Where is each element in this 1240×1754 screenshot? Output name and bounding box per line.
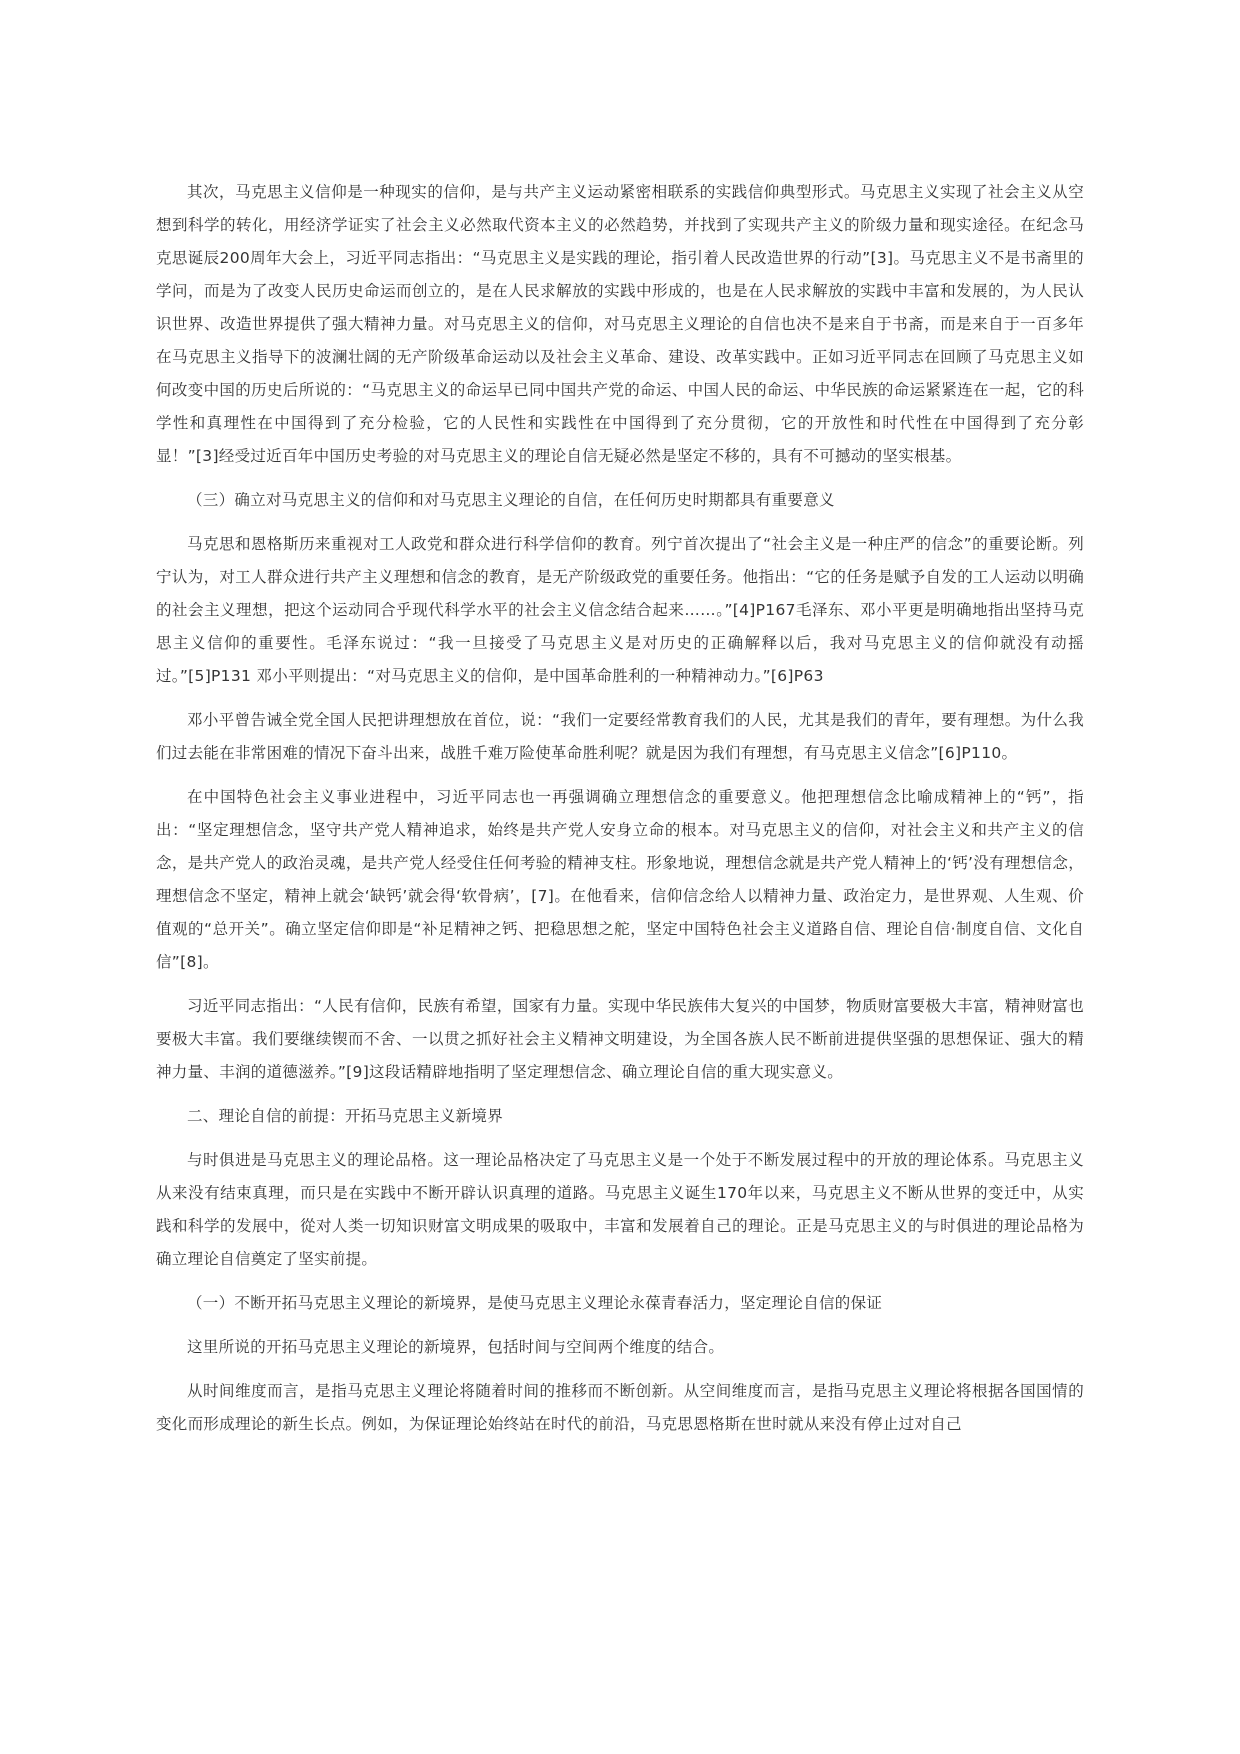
paragraph-practical-faith: 其次，马克思主义信仰是一种现实的信仰，是与共产主义运动紧密相联系的实践信仰典型形式。马克思主义实现了社会主义从空想到科学的转化，用经济学证实了社会主义必然取代资本主义的必然趋势，并找到了实现共产主义的阶级力量和现实途径。在纪念马克思诞辰200周年大会上，习近平同志指出：“马克思主义是实践的理论，指引着人民改造世界的行动”[3]。马克思主义不是书斋里的学问，而是为了改变人民历史命运而创立的，是在人民求解放的实践中形成的，也是在人民求解放的实践中丰富和发展的，为人民认识世界、改造世界提供了强大精神力量。对马克思主义的信仰，对马克思主义理论的自信也决不是来自于书斋，而是来自于一百多年在马克思主义指导下的波澜壮阔的无产阶级革命运动以及社会主义革命、建设、改革实践中。正如习近平同志在回顾了马克思主义如何改变中国的历史后所说的：“马克思主义的命运早已同中国共产党的命运、中国人民的命运、中华民族的命运紧紧连在一起，它的科学性和真理性在中国得到了充分检验，它的人民性和实践性在中国得到了充分贯彻，它的开放性和时代性在中国得到了充分彰显！”[3]经受过近百年中国历史考验的对马克思主义的理论自信无疑必然是坚定不移的，具有不可撼动的坚实根基。 [156,183,1084,465]
document-body [156,176,1084,1452]
paragraph-xi-belief: 习近平同志指出：“人民有信仰，民族有希望，国家有力量。实现中华民族伟大复兴的中国梦，物质财富要极大丰富，精神财富也要极大丰富。我们要继续锲而不舍、一以贯之抓好社会主义精神文明建设，为全国各族人民不断前进提供坚强的思想保证、强大的精神力量、丰润的道德滋养。”[9]这段话精辟地指明了坚定理想信念、确立理论自信的重大现实意义。 [156,997,1084,1081]
chapter-heading-two: 二、理论自信的前提：开拓马克思主义新境界 [187,1107,504,1125]
section-heading-one: （一）不断开拓马克思主义理论的新境界，是使马克思主义理论永葆青春活力，坚定理论自信的保证 [187,1294,883,1312]
section-heading-three: （三）确立对马克思主义的信仰和对马克思主义理论的自信，在任何历史时期都具有重要意义 [187,491,835,509]
paragraph-scientific-faith-education: 马克思和恩格斯历来重视对工人政党和群众进行科学信仰的教育。列宁首次提出了“社会主义是一种庄严的信念”的重要论断。列宁认为，对工人群众进行共产主义理想和信念的教育，是无产阶级政党的重要任务。他指出：“它的任务是赋予自发的工人运动以明确的社会主义理想，把这个运动同合乎现代科学水平的社会主义信念结合起来……。”[4]P167毛泽东、邓小平更是明确地指出坚持马克思主义信仰的重要性。毛泽东说过：“我一旦接受了马克思主义是对历史的正确解释以后，我对马克思主义的信仰就没有动摇过。”[5]P131 邓小平则提出：“对马克思主义的信仰，是中国革命胜利的一种精神动力。”[6]P63 [156,535,1084,685]
paragraph-time-space: 从时间维度而言，是指马克思主义理论将随着时间的推移而不断创新。从空间维度而言，是指马克思主义理论将根据各国国情的变化而形成理论的新生长点。例如，为保证理论始终站在时代的前沿，马克思恩格斯在世时就从来没有停止过对自己 [156,1382,1084,1433]
paragraph-two-dimensions: 这里所说的开拓马克思主义理论的新境界，包括时间与空间两个维度的结合。 [187,1338,725,1356]
paragraph-xi-calcium: 在中国特色社会主义事业进程中，习近平同志也一再强调确立理想信念的重要意义。他把理想信念比喻成精神上的“钙”，指出：“坚定理想信念，坚守共产党人精神追求，始终是共产党人安身立命的根本。对马克思主义的信仰，对社会主义和共产主义的信念，是共产党人的政治灵魂，是共产党人经受住任何考验的精神支柱。形象地说，理想信念就是共产党人精神上的‘钙’没有理想信念，理想信念不坚定，精神上就会‘缺钙’就会得‘软骨病’，[7]。在他看来，信仰信念给人以精神力量、政治定力，是世界观、人生观、价值观的“总开关”。确立坚定信仰即是“补足精神之钙、把稳思想之舵，坚定中国特色社会主义道路自信、理论自信·制度自信、文化自信”[8]。 [156,788,1084,971]
paragraph-deng-ideals: 邓小平曾告诫全党全国人民把讲理想放在首位，说：“我们一定要经常教育我们的人民，尤其是我们的青年，要有理想。为什么我们过去能在非常困难的情况下奋斗出来，战胜千难万险使革命胜利呢？就是因为我们有理想，有马克思主义信念”[6]P110。 [156,711,1084,762]
paragraph-advance-with-times: 与时俱进是马克思主义的理论品格。这一理论品格决定了马克思主义是一个处于不断发展过程中的开放的理论体系。马克思主义从来没有结束真理，而只是在实践中不断开辟认识真理的道路。马克思主义诞生170年以来，马克思主义不断从世界的变迁中，从实践和科学的发展中，從对人类一切知识财富文明成果的吸取中，丰富和发展着自己的理论。正是马克思主义的与时俱进的理论品格为确立理论自信奠定了坚实前提。 [156,1151,1084,1268]
